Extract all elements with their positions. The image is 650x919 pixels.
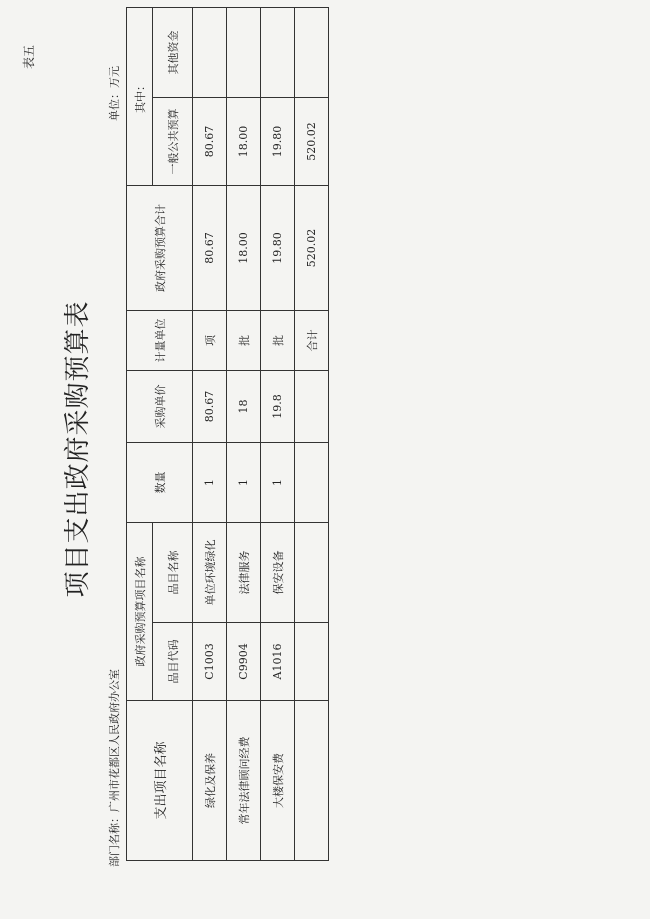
empty-cell (295, 443, 329, 523)
total-row (295, 8, 329, 861)
item-name-cell: 法律服务 (227, 523, 261, 623)
empty-cell (295, 523, 329, 623)
grand-total-cell: 520.02 (295, 186, 329, 311)
table-row (193, 8, 227, 861)
item-code-cell: C9904 (227, 623, 261, 701)
empty-cell (295, 371, 329, 443)
unit-label: 单位：万元 (108, 66, 121, 121)
general-budget-cell: 80.67 (193, 98, 227, 186)
header-quantity: 数量 (127, 443, 193, 523)
other-funds-cell (227, 8, 261, 98)
general-budget-cell: 19.80 (261, 98, 295, 186)
procurement-budget-table (126, 7, 329, 861)
total-cell: 19.80 (261, 186, 295, 311)
item-name-cell: 单位环境绿化 (193, 523, 227, 623)
department-line (106, 669, 122, 867)
header-measure-unit: 计量单位 (127, 311, 193, 371)
quantity-cell: 1 (261, 443, 295, 523)
project-name-cell: 常年法律顾问经费 (227, 701, 261, 861)
item-name-cell: 保安设备 (261, 523, 295, 623)
header-procurement-item-group: 政府采购预算项目名称 (127, 523, 153, 701)
item-code-cell: A1016 (261, 623, 295, 701)
form-label: 表五 (22, 44, 36, 69)
header-other-funds: 其他资金 (153, 8, 193, 98)
project-name-cell: 大楼保安费 (261, 701, 295, 861)
unit-price-cell: 80.67 (193, 371, 227, 443)
table-row (261, 8, 295, 861)
quantity-cell: 1 (227, 443, 261, 523)
grand-general-budget-cell: 520.02 (295, 98, 329, 186)
measure-unit-cell: 批 (227, 311, 261, 371)
header-of-which: 其中： (127, 8, 153, 186)
unit-price-cell: 19.8 (261, 371, 295, 443)
item-code-cell: C1003 (193, 623, 227, 701)
measure-unit-cell: 批 (261, 311, 295, 371)
total-label-cell: 合计 (295, 311, 329, 371)
total-cell: 18.00 (227, 186, 261, 311)
empty-cell (295, 623, 329, 701)
grand-other-funds-cell (295, 8, 329, 98)
empty-cell (295, 701, 329, 861)
header-item-name: 品目名称 (153, 523, 193, 623)
unit-price-cell: 18 (227, 371, 261, 443)
project-name-cell: 绿化及保养 (193, 701, 227, 861)
header-row-1 (127, 8, 153, 861)
total-cell: 80.67 (193, 186, 227, 311)
page-title: 项目支出政府采购预算表 (63, 300, 93, 598)
header-general-budget: 一般公共预算 (153, 98, 193, 186)
header-project-name: 支出项目名称 (127, 701, 193, 861)
department-label: 部门名称： (108, 812, 121, 867)
header-item-code: 品目代码 (153, 623, 193, 701)
other-funds-cell (261, 8, 295, 98)
measure-unit-cell: 项 (193, 311, 227, 371)
department-name: 广州市花都区人民政府办公室 (108, 669, 121, 812)
table-row (227, 8, 261, 861)
other-funds-cell (193, 8, 227, 98)
general-budget-cell: 18.00 (227, 98, 261, 186)
header-total: 政府采购预算合计 (127, 186, 193, 311)
quantity-cell: 1 (193, 443, 227, 523)
header-unit-price: 采购单价 (127, 371, 193, 443)
